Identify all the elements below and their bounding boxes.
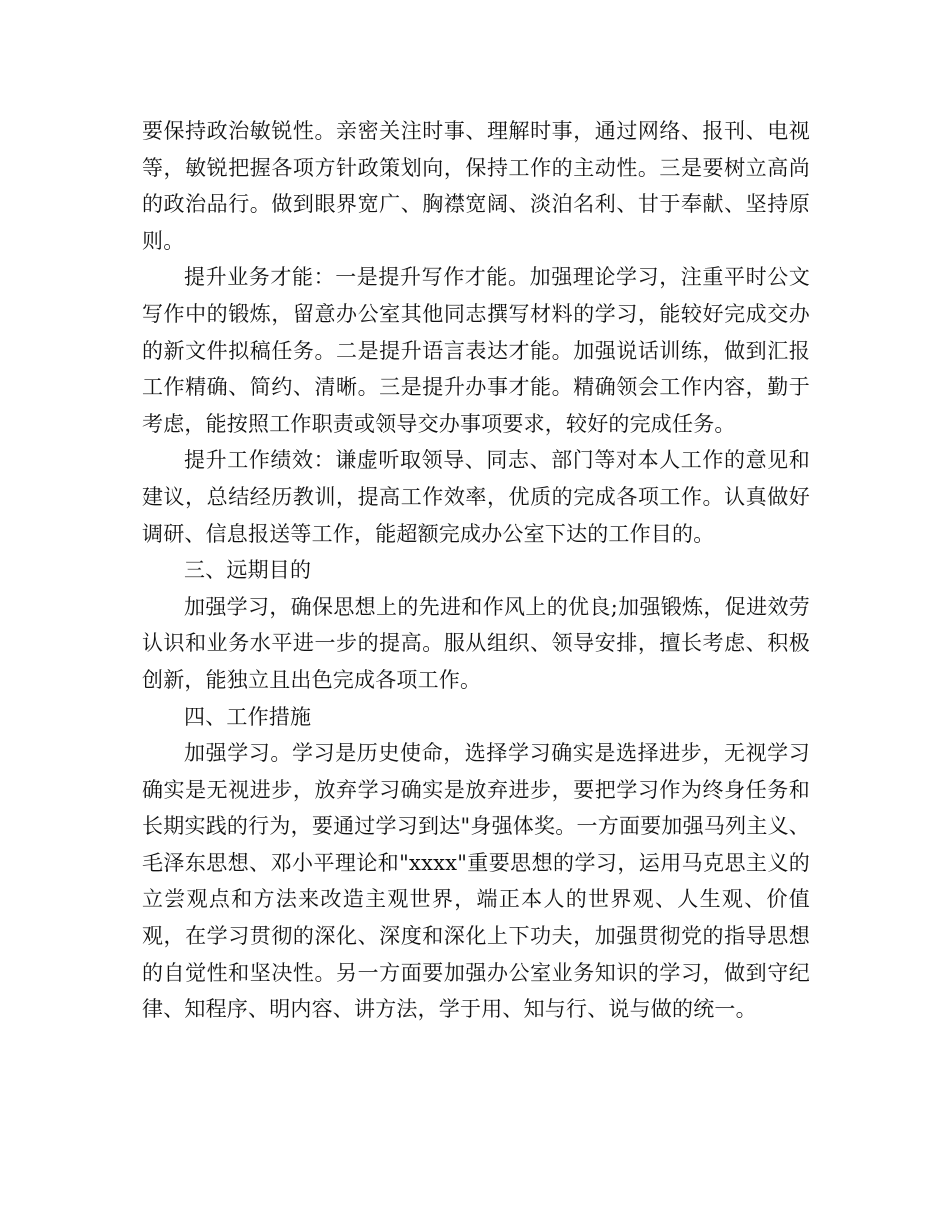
paragraph-strengthen-learning: 加强学习。学习是历史使命，选择学习确实是选择进步，无视学习确实是无视进步，放弃学习确实是放弃进步，要把学习作为终身任务和长期实践的行为，要通过学习到达"身强体奖。一方面要加强马列主义、毛泽东思想、邓小平理论和"xxxx"重要思想的学习，运用马克思主义的立尝观点和方法来改造主观世界，端正本人的世界观、人生观、价值观，在学习贯彻的深化、深度和深化上下功夫，加强贯彻党的指导思想的自觉性和坚决性。另一方面要加强办公室业务知识的学习，做到守纪律、知程序、明内容、讲方法，学于用、知与行、说与做的统一。 xyxy=(142,741,810,1022)
heading-work-measures: 四、工作措施 xyxy=(184,704,312,729)
heading-long-term-goals: 三、远期目的 xyxy=(184,558,312,583)
paragraph-business-ability: 提升业务才能：一是提升写作才能。加强理论学习，注重平时公文写作中的锻炼，留意办公室其他同志撰写材料的学习，能较好完成交办的新文件拟稿任务。二是提升语言表达才能。加强说话训练，做到汇报工作精确、简约、清晰。三是提升办事才能。精确领会工作内容，勤于考虑，能按照工作职责或领导交办事项要求，较好的完成任务。 xyxy=(142,265,810,436)
paragraph-work-performance: 提升工作绩效：谦虚听取领导、同志、部门等对本人工作的意见和建议，总结经历教训，提高工作效率，优质的完成各项工作。认真做好调研、信息报送等工作，能超额完成办公室下达的工作目的。 xyxy=(142,448,810,546)
paragraph-political-sensitivity: 要保持政治敏锐性。亲密关注时事、理解时事，通过网络、报刊、电视等，敏锐把握各项方针政策划向，保持工作的主动性。三是要树立高尚的政治品行。做到眼界宽广、胸襟宽阔、淡泊名利、甘于奉献、坚持原则。 xyxy=(142,119,810,253)
document-page xyxy=(142,113,810,1028)
paragraph-long-term-goals: 加强学习，确保思想上的先进和作风上的优良;加强锻炼，促进效劳认识和业务水平进一步的提高。服从组织、领导安排，擅长考虑、积极创新，能独立且出色完成各项工作。 xyxy=(142,594,810,692)
